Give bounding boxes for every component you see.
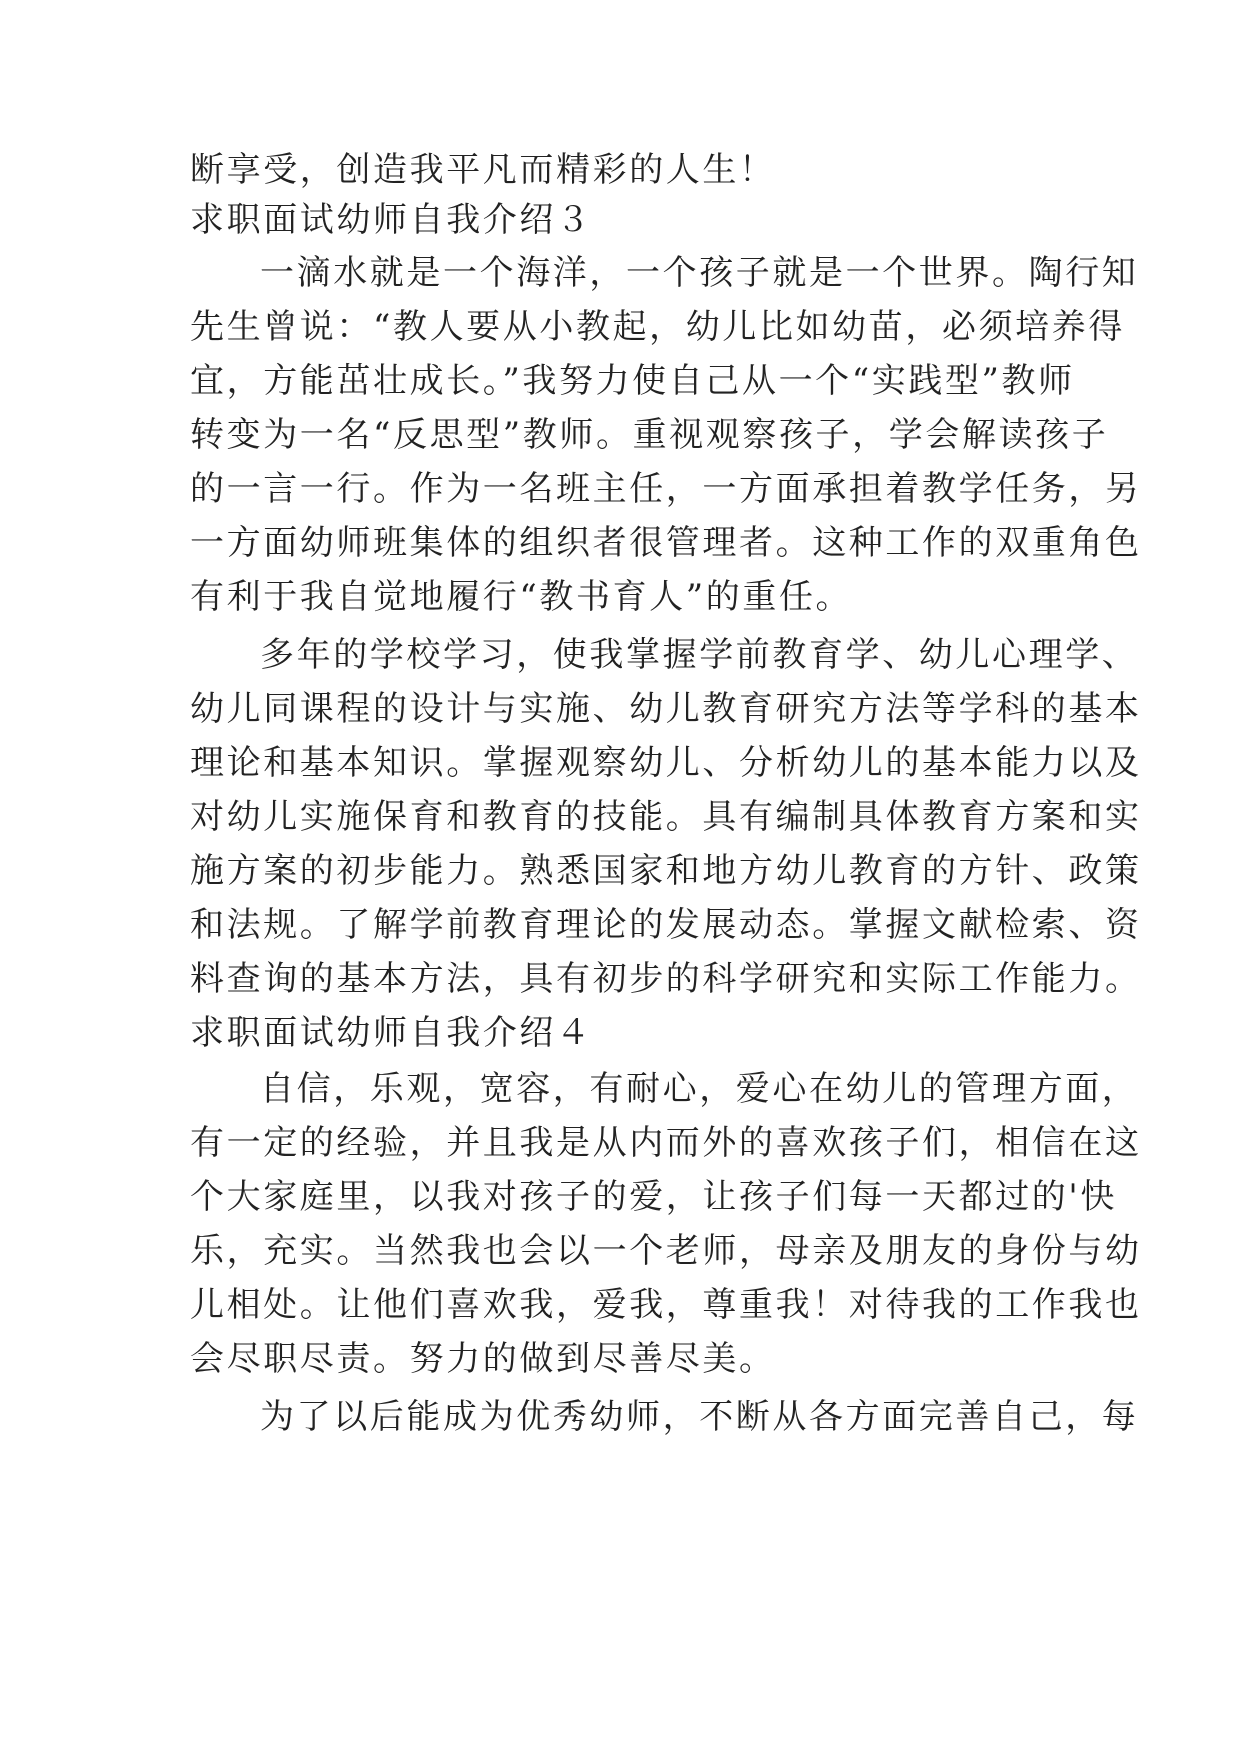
paragraph-line: 有一定的经验，并且我是从内而外的喜欢孩子们，相信在这 [190,1123,1142,1163]
paragraph-line: 幼儿同课程的设计与实施、幼儿教育研究方法等学科的基本 [190,689,1142,729]
paragraph-line: 的一言一行。作为一名班主任，一方面承担着教学任务，另 [190,469,1142,509]
paragraph-line: 乐，充实。当然我也会以一个老师，母亲及朋友的身份与幼 [190,1231,1142,1271]
paragraph-line: 断享受，创造我平凡而精彩的人生！ [190,150,776,190]
paragraph-line: 料查询的基本方法，具有初步的科学研究和实际工作能力。 [190,959,1142,999]
paragraph-line: 会尽职尽责。努力的做到尽善尽美。 [190,1339,776,1379]
paragraph-line: 有利于我自觉地履行“教书育人”的重任。 [190,577,853,617]
paragraph-line: 多年的学校学习，使我掌握学前教育学、幼儿心理学、 [260,635,1139,675]
paragraph-line: 儿相处。让他们喜欢我，爱我，尊重我！对待我的工作我也 [190,1285,1142,1325]
paragraph-line: 先生曾说：“教人要从小教起，幼儿比如幼苗，必须培养得 [190,307,1125,347]
paragraph-line: 个大家庭里，以我对孩子的爱，让孩子们每一天都过的'快 [190,1177,1117,1217]
paragraph-line: 宜，方能茁壮成长。”我努力使自己从一个“实践型”教师 [190,361,1075,401]
paragraph-line: 为了以后能成为优秀幼师，不断从各方面完善自己，每 [260,1397,1139,1437]
section-heading-3: 求职面试幼师自我介绍３ [190,200,593,240]
paragraph-line: 和法规。了解学前教育理论的发展动态。掌握文献检索、资 [190,905,1142,945]
paragraph-line: 一滴水就是一个海洋，一个孩子就是一个世界。陶行知 [260,253,1139,293]
section-heading-4: 求职面试幼师自我介绍４ [190,1013,593,1053]
paragraph-line: 一方面幼师班集体的组织者很管理者。这种工作的双重角色 [190,523,1142,563]
paragraph-line: 转变为一名“反思型”教师。重视观察孩子，学会解读孩子 [190,415,1109,455]
paragraph-line: 施方案的初步能力。熟悉国家和地方幼儿教育的方针、政策 [190,851,1142,891]
paragraph-line: 对幼儿实施保育和教育的技能。具有编制具体教育方案和实 [190,797,1142,837]
paragraph-line: 理论和基本知识。掌握观察幼儿、分析幼儿的基本能力以及 [190,743,1142,783]
paragraph-line: 自信，乐观，宽容，有耐心，爱心在幼儿的管理方面， [260,1069,1139,1109]
